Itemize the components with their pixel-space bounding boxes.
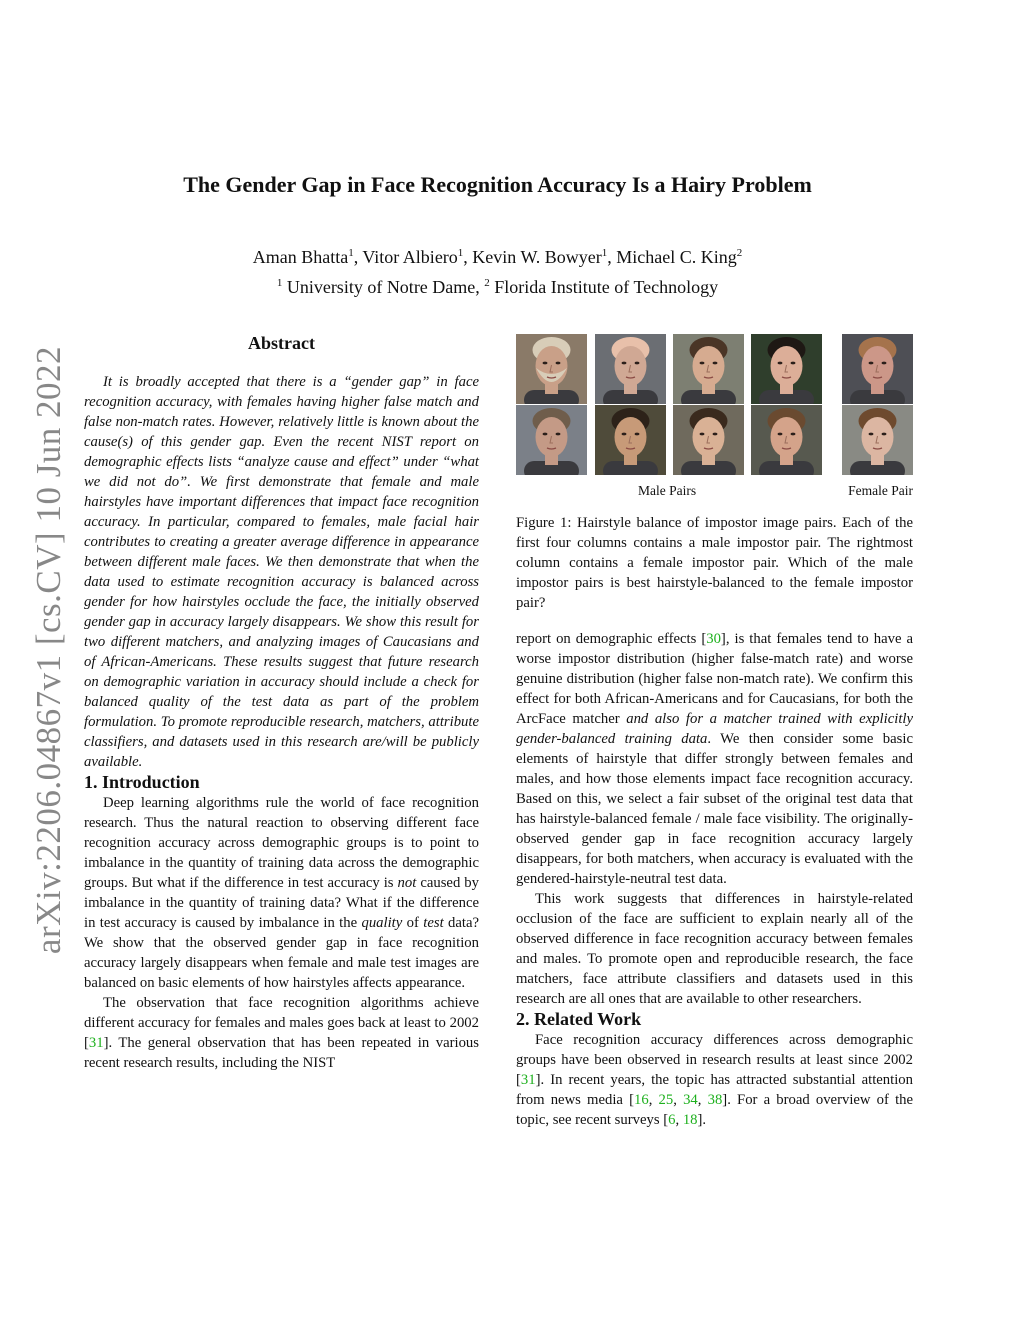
emphasis: and also for a matcher trained with explicitly gender-balanced training data bbox=[516, 711, 913, 747]
abstract-text: It is broadly accepted that there is a “gender gap” in face recognition accuracy, with females having higher false match and false non-match rates. However, relatively little is known about the cause(s) of this gender gap. Even the recent NIST report on demographic effects lists “analyze cause and effect” under “what we did not do”. We first demonstrate that female and male hairstyles have important differences that impact face recognition accuracy. In particular, compared to females, male facial hair contributes to creating a greater average difference in appearance between different male faces. We then demonstrate that when the data used to estimate recognition accuracy is balanced across gender for how hairstyles occlude the face, the initially observed gender gap in accuracy largely disappears. We show this result for two different matchers, and analyzing images of Caucasians and of African-Americans. These results suggest that future research on demographic variation in accuracy should include a check for balanced quality of the test data as part of the problem formulation. To promote reproducible research, matchers, attribute classifiers, and datasets used in this research are/will be publicly available. bbox=[84, 374, 479, 770]
citation-link[interactable]: 16 bbox=[634, 1092, 649, 1108]
face-photo bbox=[842, 405, 913, 475]
text-run: . We then consider some basic elements of hairstyle that differ strongly between females and males, and how those elements impact face recognition accuracy. Based on this, we select a fair subset of the original test data that has hairstyle-balanced female / male face visibility. The originally-observed gender gap in face recognition accuracy largely disappears, for both matchers, when accuracy is evaluated with the gendered-hairstyle-neutral test data. bbox=[516, 731, 913, 887]
face-photo bbox=[595, 405, 666, 475]
text-run: , bbox=[697, 1092, 708, 1108]
emphasis: not bbox=[397, 875, 417, 891]
face-photo bbox=[673, 334, 744, 404]
citation-link[interactable]: 25 bbox=[658, 1092, 674, 1108]
author-name: Vitor Albiero bbox=[362, 247, 458, 267]
face-photo bbox=[751, 405, 822, 475]
figure-1-caption: Figure 1: Hairstyle balance of impostor image pairs. Each of the first four columns contains a male impostor pair. The rightmost column contains a female impostor pair. Which of the male impostor pairs is best hairstyle-balanced to the female impostor pair? bbox=[516, 515, 913, 611]
affiliation-name: Florida Institute of Technology bbox=[494, 277, 719, 297]
citation-link[interactable]: 18 bbox=[682, 1112, 698, 1128]
author-affiliation-mark: 1 bbox=[457, 247, 464, 259]
figure-1-image-grid bbox=[516, 332, 913, 477]
related-work-heading: 2. Related Work bbox=[516, 1009, 642, 1029]
citation-link[interactable]: 30 bbox=[706, 631, 721, 647]
text-run: caused by imbalance in the quantity of training data? What if the difference in test accuracy is caused by imbalance in the bbox=[84, 875, 479, 931]
male-pairs-label: Male Pairs bbox=[638, 483, 697, 498]
arxiv-id: arXiv:2206.04867v1 [cs.CV] 10 Jun 2022 bbox=[29, 345, 68, 955]
affiliation-name: University of Notre Dame bbox=[286, 277, 476, 297]
intro-paragraph-2 bbox=[84, 993, 479, 1073]
author-affiliation-mark: 1 bbox=[601, 247, 608, 259]
text-run: ]. In recent years, the topic has attracted substantial attention from news media [ bbox=[516, 1072, 913, 1108]
citation-link[interactable]: 38 bbox=[707, 1092, 723, 1108]
intro-heading: 1. Introduction bbox=[84, 772, 200, 792]
emphasis: quality bbox=[361, 915, 403, 931]
related-paragraph-1 bbox=[516, 1030, 913, 1130]
text-run: report on demographic effects [ bbox=[516, 631, 707, 647]
text-run: ]. bbox=[697, 1112, 707, 1128]
figure-1-labels bbox=[516, 483, 913, 505]
text-run: Face recognition accuracy differences across demographic groups have been observed in research results at least since 2002 [ bbox=[516, 1032, 913, 1088]
right-column bbox=[516, 332, 913, 1130]
right-paragraph-2: This work suggests that differences in hairstyle-related occlusion of the face are sufficient to explain nearly all of the observed difference in face recognition accuracy between females and males. To promote open and reproducible research, the face matchers, face attribute classifiers and datasets used in this research are all ones that are available to other researchers. bbox=[516, 891, 913, 1007]
author-affiliation-mark: 2 bbox=[736, 247, 743, 259]
paper-title: The Gender Gap in Face Recognition Accuracy Is a Hairy Problem bbox=[183, 172, 812, 197]
citation-link[interactable]: 31 bbox=[88, 1035, 104, 1051]
intro-paragraph-1 bbox=[84, 793, 479, 993]
citation-link[interactable]: 31 bbox=[520, 1072, 536, 1088]
abstract-heading: Abstract bbox=[248, 333, 315, 353]
face-photo bbox=[516, 405, 587, 475]
text-run: The observation that face recognition algorithms achieve different accuracy for females and males goes back at least to 2002 [ bbox=[84, 995, 479, 1051]
face-photo bbox=[595, 334, 666, 404]
citation-link[interactable]: 6 bbox=[668, 1112, 676, 1128]
author-block bbox=[80, 240, 915, 300]
text-run: ]. The general observation that has been repeated in various recent research results, including the NIST bbox=[84, 1035, 479, 1071]
female-pair-label: Female Pair bbox=[848, 483, 913, 498]
text-run: , bbox=[675, 1112, 683, 1128]
citation-link[interactable]: 34 bbox=[683, 1092, 698, 1108]
face-photo bbox=[673, 405, 744, 475]
left-column bbox=[84, 330, 479, 1073]
affiliation-mark: 2 bbox=[484, 277, 490, 289]
author-name: Aman Bhatta bbox=[252, 247, 349, 267]
emphasis: test bbox=[423, 915, 444, 931]
text-run: , bbox=[648, 1092, 659, 1108]
author-name: Michael C. King bbox=[616, 247, 737, 267]
text-run: Deep learning algorithms rule the world of face recognition research. Thus the natural reaction to observing different face recognition accuracy across demographic groups is to point to imbalance in the quantity of training data across the demographic groups. But what if the difference in test accuracy is bbox=[84, 795, 479, 891]
text-run: , bbox=[673, 1092, 684, 1108]
face-photo bbox=[751, 334, 822, 404]
text-run: ], is that females tend to have a worse impostor distribution (higher false-match rate) and worse genuine distribution (higher false non-match rate). We confirm this effect for both African-Americans and for Caucasians, for both the ArcFace matcher bbox=[516, 631, 913, 727]
text-run: of bbox=[402, 915, 424, 931]
author-list: Aman Bhatta$^1$, Vitor Albiero$^1$, Kevin W. Bowyer$^1$, Michael C. King$^2$ bbox=[252, 247, 743, 267]
arxiv-sidebar-stamp bbox=[26, 345, 72, 955]
right-paragraph-1 bbox=[516, 629, 913, 889]
face-photo bbox=[842, 334, 913, 404]
affiliation-list: $^1$ University of Notre Dame, $^2$ Florida Institute of Technology bbox=[276, 277, 719, 297]
affiliation-mark: 1 bbox=[276, 277, 283, 289]
author-affiliation-mark: 1 bbox=[348, 247, 354, 259]
text-run: data? We show that the observed gender gap in face recognition accuracy largely disappears when female and male test images are balanced on basic elements of how hairstyles affects appearance. bbox=[84, 915, 480, 991]
text-run: ]. For a broad overview of the topic, see recent surveys [ bbox=[516, 1092, 914, 1128]
author-name: Kevin W. Bowyer bbox=[472, 247, 602, 267]
face-photo bbox=[516, 334, 587, 404]
